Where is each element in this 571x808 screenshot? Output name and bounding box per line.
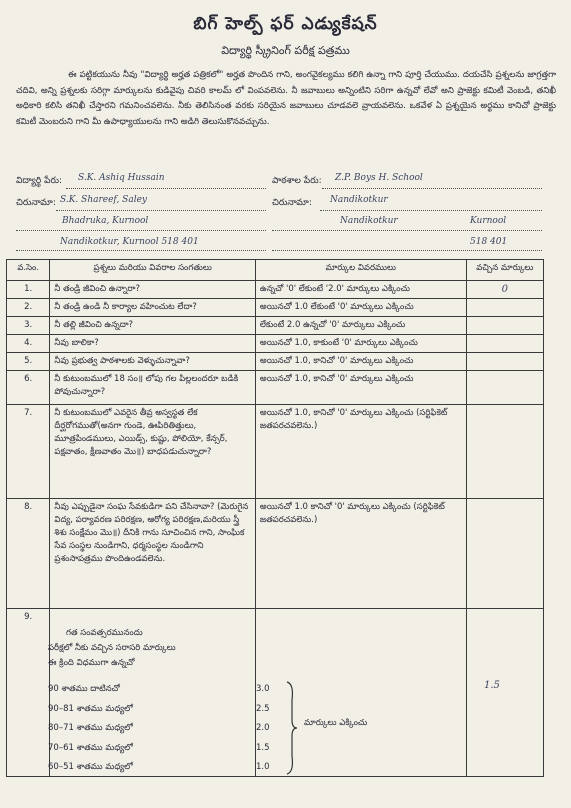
table-row [7, 353, 544, 371]
row-question: నీవు ప్రభుత్వ పాఠశాలకు వెళ్ళుచున్నావా? [50, 353, 255, 371]
table-row [7, 317, 544, 335]
grades-intro-1: గత సంవత్సరమునందు [66, 628, 143, 638]
row-marks: అయినచో 1.0, కానిచో '0' మార్కులు ఎక్కించు [255, 353, 466, 371]
screening-table [6, 259, 544, 777]
grade-range-label: 90–81 శాతము మధ్యలో [48, 704, 133, 714]
school-address-value-3[interactable]: Nandikotkur [340, 216, 398, 226]
row-number: 7. [7, 405, 50, 499]
grades-score[interactable]: 1.5 [484, 680, 500, 691]
school-name-label: పాఠశాల పేరు: [272, 176, 322, 186]
row-number: 8. [7, 499, 50, 609]
table-row [7, 371, 544, 405]
address-label: చిరునామా: [16, 198, 56, 208]
row-number: 1. [7, 281, 50, 299]
grade-range-label: 60–51 శాతము మధ్యలో [48, 762, 133, 772]
form-title: బిగ్ హెల్ప్ ఫర్ ఎడ్యుకేషన్ [193, 14, 378, 34]
grade-range-value: 3.0 [256, 684, 270, 694]
row-question: నీవు బాలికా? [50, 335, 255, 353]
address-value-1[interactable]: S.K. Shareef, Saley [60, 195, 147, 205]
school-address-line-1 [320, 210, 542, 211]
grade-range-value: 1.5 [256, 743, 270, 753]
student-name-value[interactable]: S.K. Ashiq Hussain [78, 173, 165, 183]
school-address-line-2 [272, 230, 542, 231]
grades-marks-note: మార్కులు ఎక్కించు [304, 718, 368, 728]
table-header-row [7, 260, 544, 281]
row-marks: ఉన్నచో '0' లేకుంటే '2.0' మార్కులు ఎక్కించు [255, 281, 466, 299]
address-value-4[interactable]: Nandikotkur, Kurnool 518 401 [60, 237, 199, 247]
address-value-2[interactable]: Bhadruka, Kurnool [62, 216, 149, 226]
row-score[interactable] [466, 317, 543, 335]
col-header-marks-details: మార్కుల వివరములు [255, 260, 466, 281]
row-question: నీ తల్లి జీవించి ఉన్నదా? [50, 317, 255, 335]
school-address-value-4[interactable]: 518 401 [470, 237, 508, 247]
row-score[interactable]: 0 [466, 281, 543, 299]
school-address-label: చిరునామా: [272, 198, 312, 208]
school-name-line [322, 188, 542, 189]
col-header-score: వచ్చిన మార్కులు [466, 260, 543, 281]
address-line-1 [56, 210, 266, 211]
row-marks: అయినచో 1.0, కాకుంటే '0' మార్కులు ఎక్కించు [255, 335, 466, 353]
school-address-line-3 [272, 250, 542, 251]
row-marks: లేకుంటే 2.0 ఉన్నచో '0' మార్కులు ఎక్కించు [255, 317, 466, 335]
row-marks: అయినచో 1.0, కానిచో '0' మార్కులు ఎక్కించు [255, 371, 466, 405]
row-question: నీ కుటుంబములో ఎవరైన తీవ్ర అస్వస్థత లేక దీర్ఘరోగముతో(అనగా గుండె, ఊపిరితిత్తులు, మూత్రపిండములు, ఎయిడ్స్, కుష్టు, పోలియో, కేన్సర్, పక్షవాతం, క్షీణవాతం మొ॥) బాధపడుచున్నారా? [50, 405, 255, 499]
row-score[interactable] [466, 299, 543, 317]
grade-range-label: 90 శాతము దాటినచో [48, 684, 120, 694]
grade-range-value: 2.5 [256, 704, 270, 714]
table-row [7, 299, 544, 317]
grade-range-label: 70–61 శాతము మధ్యలో [48, 743, 133, 753]
table-row [7, 281, 544, 299]
row-score[interactable] [466, 353, 543, 371]
student-name-line [66, 188, 266, 189]
row-question: నీ కుటుంబములో 18 సం॥ లోపు గల పిల్లలందరూ బడికి పోవుచున్నారా? [50, 371, 255, 405]
row-score-cell [466, 609, 543, 777]
grade-range-value: 1.0 [256, 762, 270, 772]
row-number: 2. [7, 299, 50, 317]
grades-intro-2: పరీక్షలో నీకు వచ్చిన సరాసరి మార్కులు [48, 643, 176, 653]
student-name-label: విద్యార్థి పేరు: [16, 176, 62, 186]
row-marks: అయినచో 1.0 లేకుంటే '0' మార్కులు ఎక్కించు [255, 299, 466, 317]
row-marks: అయినచో 1.0 కానిచో '0' మార్కులు ఎక్కించు (సర్టిఫికెట్ జతపరచవలెను.) [255, 499, 466, 609]
row-number: 5. [7, 353, 50, 371]
row-question: నీవు ఎప్పుడైనా సంఘ సేవకుడిగా పని చేసినావా? (మెరుగైన విద్య, పర్యావరణ పరిరక్షణ, ఆరోగ్య పరిరక్షణ,మరియు స్త్రీ శిశు సంక్షేమం మొ॥) దీనికి గాను సూచించిన గాని, సాంఘిక సేవ సంస్థల నుండిగాని, ధర్మసంస్థల నుండిగాని ప్రశంసాపత్రము పొందిఉండవలెను. [50, 499, 255, 609]
row-number: 6. [7, 371, 50, 405]
row-question: నీ తండ్రి జీవించి ఉన్నారా? [50, 281, 255, 299]
school-address-value-2[interactable]: Kurnool [470, 216, 507, 226]
row-number: 3. [7, 317, 50, 335]
table-row [7, 499, 544, 609]
form-subtitle: విద్యార్థి స్క్రీనింగ్ పరీక్ష పత్రము [221, 44, 350, 57]
grade-range-label: 80–71 శాతము మధ్యలో [48, 723, 133, 733]
row-marks: అయినచో 1.0, కానిచో '0' మార్కులు ఎక్కించు (సర్టిఫికెట్ జతపరచవలెను.) [255, 405, 466, 499]
address-line-3 [16, 250, 266, 251]
grade-range-value: 2.0 [256, 723, 270, 733]
row-number: 4. [7, 335, 50, 353]
table-row [7, 405, 544, 499]
school-name-value[interactable]: Z.P. Boys H. School [335, 173, 423, 183]
col-header-question: ప్రశ్నలు మరియు వివరాల సంగతులు [50, 260, 255, 281]
address-line-2 [16, 230, 266, 231]
school-address-value-1[interactable]: Nandikotkur [330, 195, 388, 205]
row-number: 9. [7, 609, 50, 777]
grades-brace [284, 680, 298, 776]
row-score[interactable] [466, 405, 543, 499]
row-score[interactable] [466, 371, 543, 405]
row-score[interactable] [466, 335, 543, 353]
col-header-serial: వ.సెం. [7, 260, 50, 281]
row-score[interactable] [466, 499, 543, 609]
grades-intro-3: ఈ క్రింది విధముగా ఉన్నచో [48, 658, 135, 668]
instructions-paragraph: ఈ పట్టికయును నీవు "విద్యార్థి అర్హత పత్రికలో" అర్హత పొందిన గాని, అంగవైకల్యము కలిగి ఉన్నా గాని పూర్తి చేయుము. దయచేసి ప్రశ్నలను జాగ్రత్తగా చదివి, అన్ని ప్రశ్నలకు సరిగ్గా మార్కులను కుడివైపు చివరి కాలమ్ లో వింపవలెను. నీ జవాబులు అన్నింటిని సరిగా ఉన్నవో లేవో అని ప్రాజెక్టు కమిటీ వెంబడి, తనిఖీ అధికారి కలిసి తనిఖీ చేస్తారని గమనించవలెను. నీకు తెలిసినంత వరకు సరియైన జవాబులు చూడవలె వ్రాయవలెను. ఒకవేళ ఏ ప్రశ్నయైన అర్థము కానిచో ప్రాజెక్టు కమిటీ మెంబరుని గాని మీ ఉపాధ్యాయులను గాని అడిగి తెలుసుకొనవచ్చును. [16, 70, 556, 127]
row-question: నీ తండ్రి ఉండి నీ కార్యాల వహించుట లేదా? [50, 299, 255, 317]
table-row [7, 335, 544, 353]
